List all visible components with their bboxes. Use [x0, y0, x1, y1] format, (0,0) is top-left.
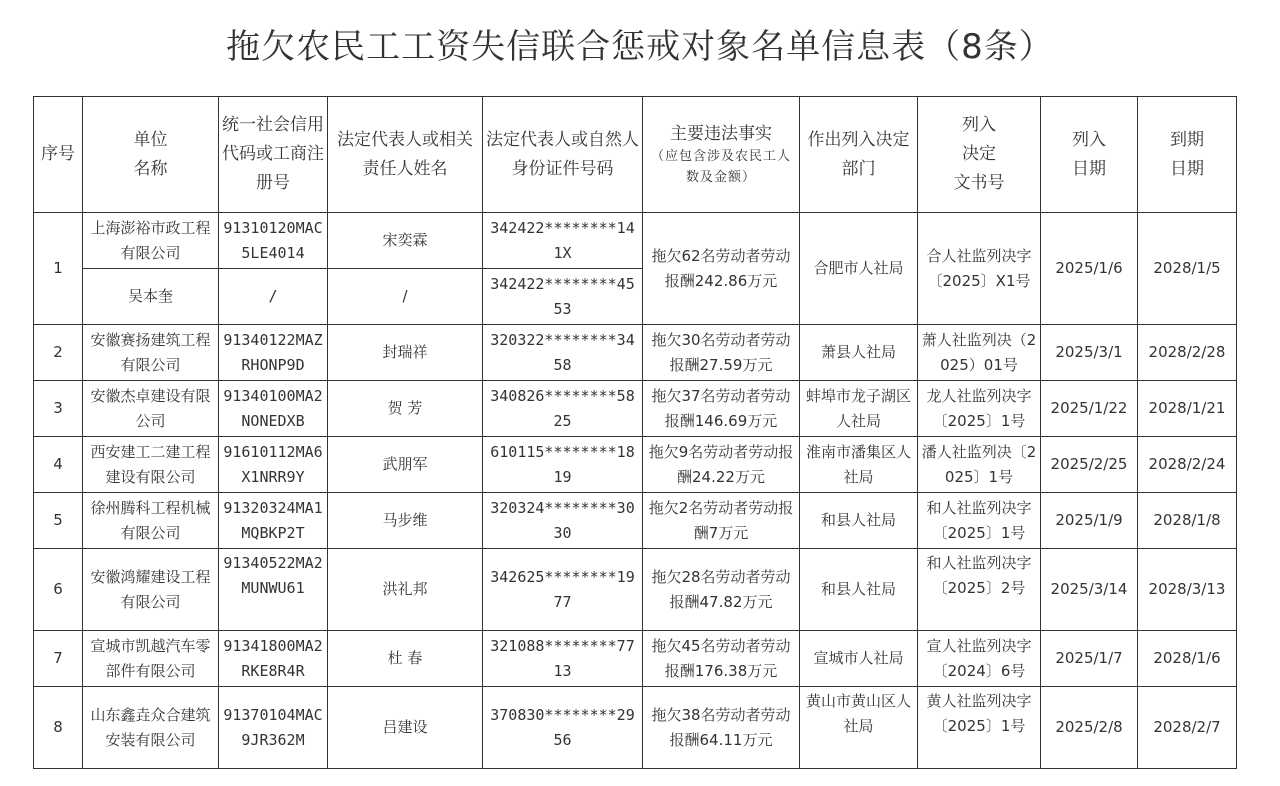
cell-facts: 拖欠37名劳动者劳动报酬146.69万元 [643, 381, 800, 437]
cell-list-date: 2025/3/1 [1041, 325, 1138, 381]
cell-doc-no: 合人社监列决字〔2025〕X1号 [918, 213, 1041, 325]
cell-department: 蚌埠市龙子湖区人社局 [800, 381, 918, 437]
cell-legal-rep: 吕建设 [328, 687, 483, 769]
cell-credit-code: 91320324MA1MQBKP2T [219, 493, 328, 549]
cell-list-date: 2025/1/6 [1041, 213, 1138, 325]
header-facts-note: （应包含涉及农民工人数及金额） [650, 148, 791, 185]
cell-facts: 拖欠9名劳动者劳动报酬24.22万元 [643, 437, 800, 493]
cell-department: 和县人社局 [800, 493, 918, 549]
table-row [34, 687, 1237, 769]
header-department: 作出列入决定部门 [800, 97, 918, 213]
cell-doc-no: 宣人社监列决字〔2024〕6号 [918, 631, 1041, 687]
cell-facts: 拖欠62名劳动者劳动报酬242.86万元 [643, 213, 800, 325]
cell-legal-rep: 马步维 [328, 493, 483, 549]
cell-department: 合肥市人社局 [800, 213, 918, 325]
cell-credit-code: 91310120MAC5LE4014 [219, 213, 328, 269]
cell-legal-rep: 洪礼邦 [328, 549, 483, 631]
cell-id-number: 340826********5825 [483, 381, 643, 437]
table-row [34, 213, 1237, 269]
cell-seq: 3 [34, 381, 83, 437]
cell-facts: 拖欠28名劳动者劳动报酬47.82万元 [643, 549, 800, 631]
cell-list-date: 2025/1/22 [1041, 381, 1138, 437]
cell-expire-date: 2028/3/13 [1138, 549, 1237, 631]
blacklist-table [33, 96, 1237, 769]
table-row [34, 631, 1237, 687]
cell-list-date: 2025/1/9 [1041, 493, 1138, 549]
cell-department: 萧县人社局 [800, 325, 918, 381]
cell-unit: 上海澎裕市政工程有限公司 [83, 213, 219, 269]
cell-list-date: 2025/2/25 [1041, 437, 1138, 493]
cell-credit-code: / [219, 269, 328, 325]
cell-credit-code: 91340122MAZRHONP9D [219, 325, 328, 381]
cell-unit: 徐州腾科工程机械有限公司 [83, 493, 219, 549]
cell-id-number: 320322********3458 [483, 325, 643, 381]
cell-seq: 8 [34, 687, 83, 769]
cell-doc-no: 和人社监列决字〔2025〕2号 [918, 549, 1041, 631]
cell-unit: 宣城市凯越汽车零部件有限公司 [83, 631, 219, 687]
table-row [34, 549, 1237, 631]
cell-legal-rep: 贺 芳 [328, 381, 483, 437]
cell-seq: 5 [34, 493, 83, 549]
cell-unit: 山东鑫垚众合建筑安装有限公司 [83, 687, 219, 769]
cell-unit: 西安建工二建工程建设有限公司 [83, 437, 219, 493]
cell-credit-code: 91340100MA2NONEDXB [219, 381, 328, 437]
header-facts [643, 97, 800, 213]
cell-facts: 拖欠38名劳动者劳动报酬64.11万元 [643, 687, 800, 769]
cell-credit-code: 91370104MAC9JR362M [219, 687, 328, 769]
table-row [34, 325, 1237, 381]
cell-doc-no: 和人社监列决字〔2025〕1号 [918, 493, 1041, 549]
cell-expire-date: 2028/1/8 [1138, 493, 1237, 549]
header-doc-no: 列入 决定 文书号 [918, 97, 1041, 213]
cell-expire-date: 2028/2/7 [1138, 687, 1237, 769]
cell-credit-code: 91610112MA6X1NRR9Y [219, 437, 328, 493]
cell-unit: 安徽赛扬建筑工程有限公司 [83, 325, 219, 381]
header-row [34, 97, 1237, 213]
cell-id-number: 342422********4553 [483, 269, 643, 325]
table-row [34, 437, 1237, 493]
header-credit-code: 统一社会信用代码或工商注册号 [219, 97, 328, 213]
cell-doc-no: 萧人社监列决（2025）01号 [918, 325, 1041, 381]
cell-expire-date: 2028/2/28 [1138, 325, 1237, 381]
cell-credit-code: 91340522MA2MUNWU61 [219, 549, 328, 631]
cell-list-date: 2025/2/8 [1041, 687, 1138, 769]
cell-doc-no: 潘人社监列决〔2025〕1号 [918, 437, 1041, 493]
cell-id-number: 342625********1977 [483, 549, 643, 631]
cell-department: 和县人社局 [800, 549, 918, 631]
cell-department: 宣城市人社局 [800, 631, 918, 687]
header-legal-rep: 法定代表人或相关责任人姓名 [328, 97, 483, 213]
cell-doc-no: 黄人社监列决字〔2025〕1号 [918, 687, 1041, 769]
cell-expire-date: 2028/1/6 [1138, 631, 1237, 687]
cell-id-number: 342422********141X [483, 213, 643, 269]
cell-id-number: 370830********2956 [483, 687, 643, 769]
cell-seq: 6 [34, 549, 83, 631]
cell-id-number: 610115********1819 [483, 437, 643, 493]
cell-seq: 2 [34, 325, 83, 381]
header-unit: 单位 名称 [83, 97, 219, 213]
cell-expire-date: 2028/1/21 [1138, 381, 1237, 437]
cell-seq: 7 [34, 631, 83, 687]
cell-department: 淮南市潘集区人社局 [800, 437, 918, 493]
table-row [34, 381, 1237, 437]
cell-expire-date: 2028/2/24 [1138, 437, 1237, 493]
cell-legal-rep: 武朋军 [328, 437, 483, 493]
cell-facts: 拖欠2名劳动者劳动报酬7万元 [643, 493, 800, 549]
cell-seq: 4 [34, 437, 83, 493]
cell-legal-rep: 宋奕霖 [328, 213, 483, 269]
header-facts-main: 主要违法事实 [670, 123, 772, 144]
page-title: 拖欠农民工工资失信联合惩戒对象名单信息表（8条） [226, 27, 1054, 67]
cell-legal-rep: 封瑞祥 [328, 325, 483, 381]
cell-legal-rep: / [328, 269, 483, 325]
cell-list-date: 2025/1/7 [1041, 631, 1138, 687]
cell-department: 黄山市黄山区人社局 [800, 687, 918, 769]
cell-id-number: 321088********7713 [483, 631, 643, 687]
cell-legal-rep: 杜 春 [328, 631, 483, 687]
cell-facts: 拖欠45名劳动者劳动报酬176.38万元 [643, 631, 800, 687]
header-list-date: 列入 日期 [1041, 97, 1138, 213]
table-row [34, 493, 1237, 549]
cell-expire-date: 2028/1/5 [1138, 213, 1237, 325]
cell-seq: 1 [34, 213, 83, 325]
header-id-number: 法定代表人或自然人身份证件号码 [483, 97, 643, 213]
cell-facts: 拖欠30名劳动者劳动报酬27.59万元 [643, 325, 800, 381]
cell-doc-no: 龙人社监列决字〔2025〕1号 [918, 381, 1041, 437]
header-seq: 序号 [34, 97, 83, 213]
cell-unit: 安徽杰卓建设有限公司 [83, 381, 219, 437]
cell-id-number: 320324********3030 [483, 493, 643, 549]
header-expire-date: 到期 日期 [1138, 97, 1237, 213]
cell-unit: 安徽鸿耀建设工程有限公司 [83, 549, 219, 631]
cell-list-date: 2025/3/14 [1041, 549, 1138, 631]
cell-credit-code: 91341800MA2RKE8R4R [219, 631, 328, 687]
cell-unit: 吴本奎 [83, 269, 219, 325]
